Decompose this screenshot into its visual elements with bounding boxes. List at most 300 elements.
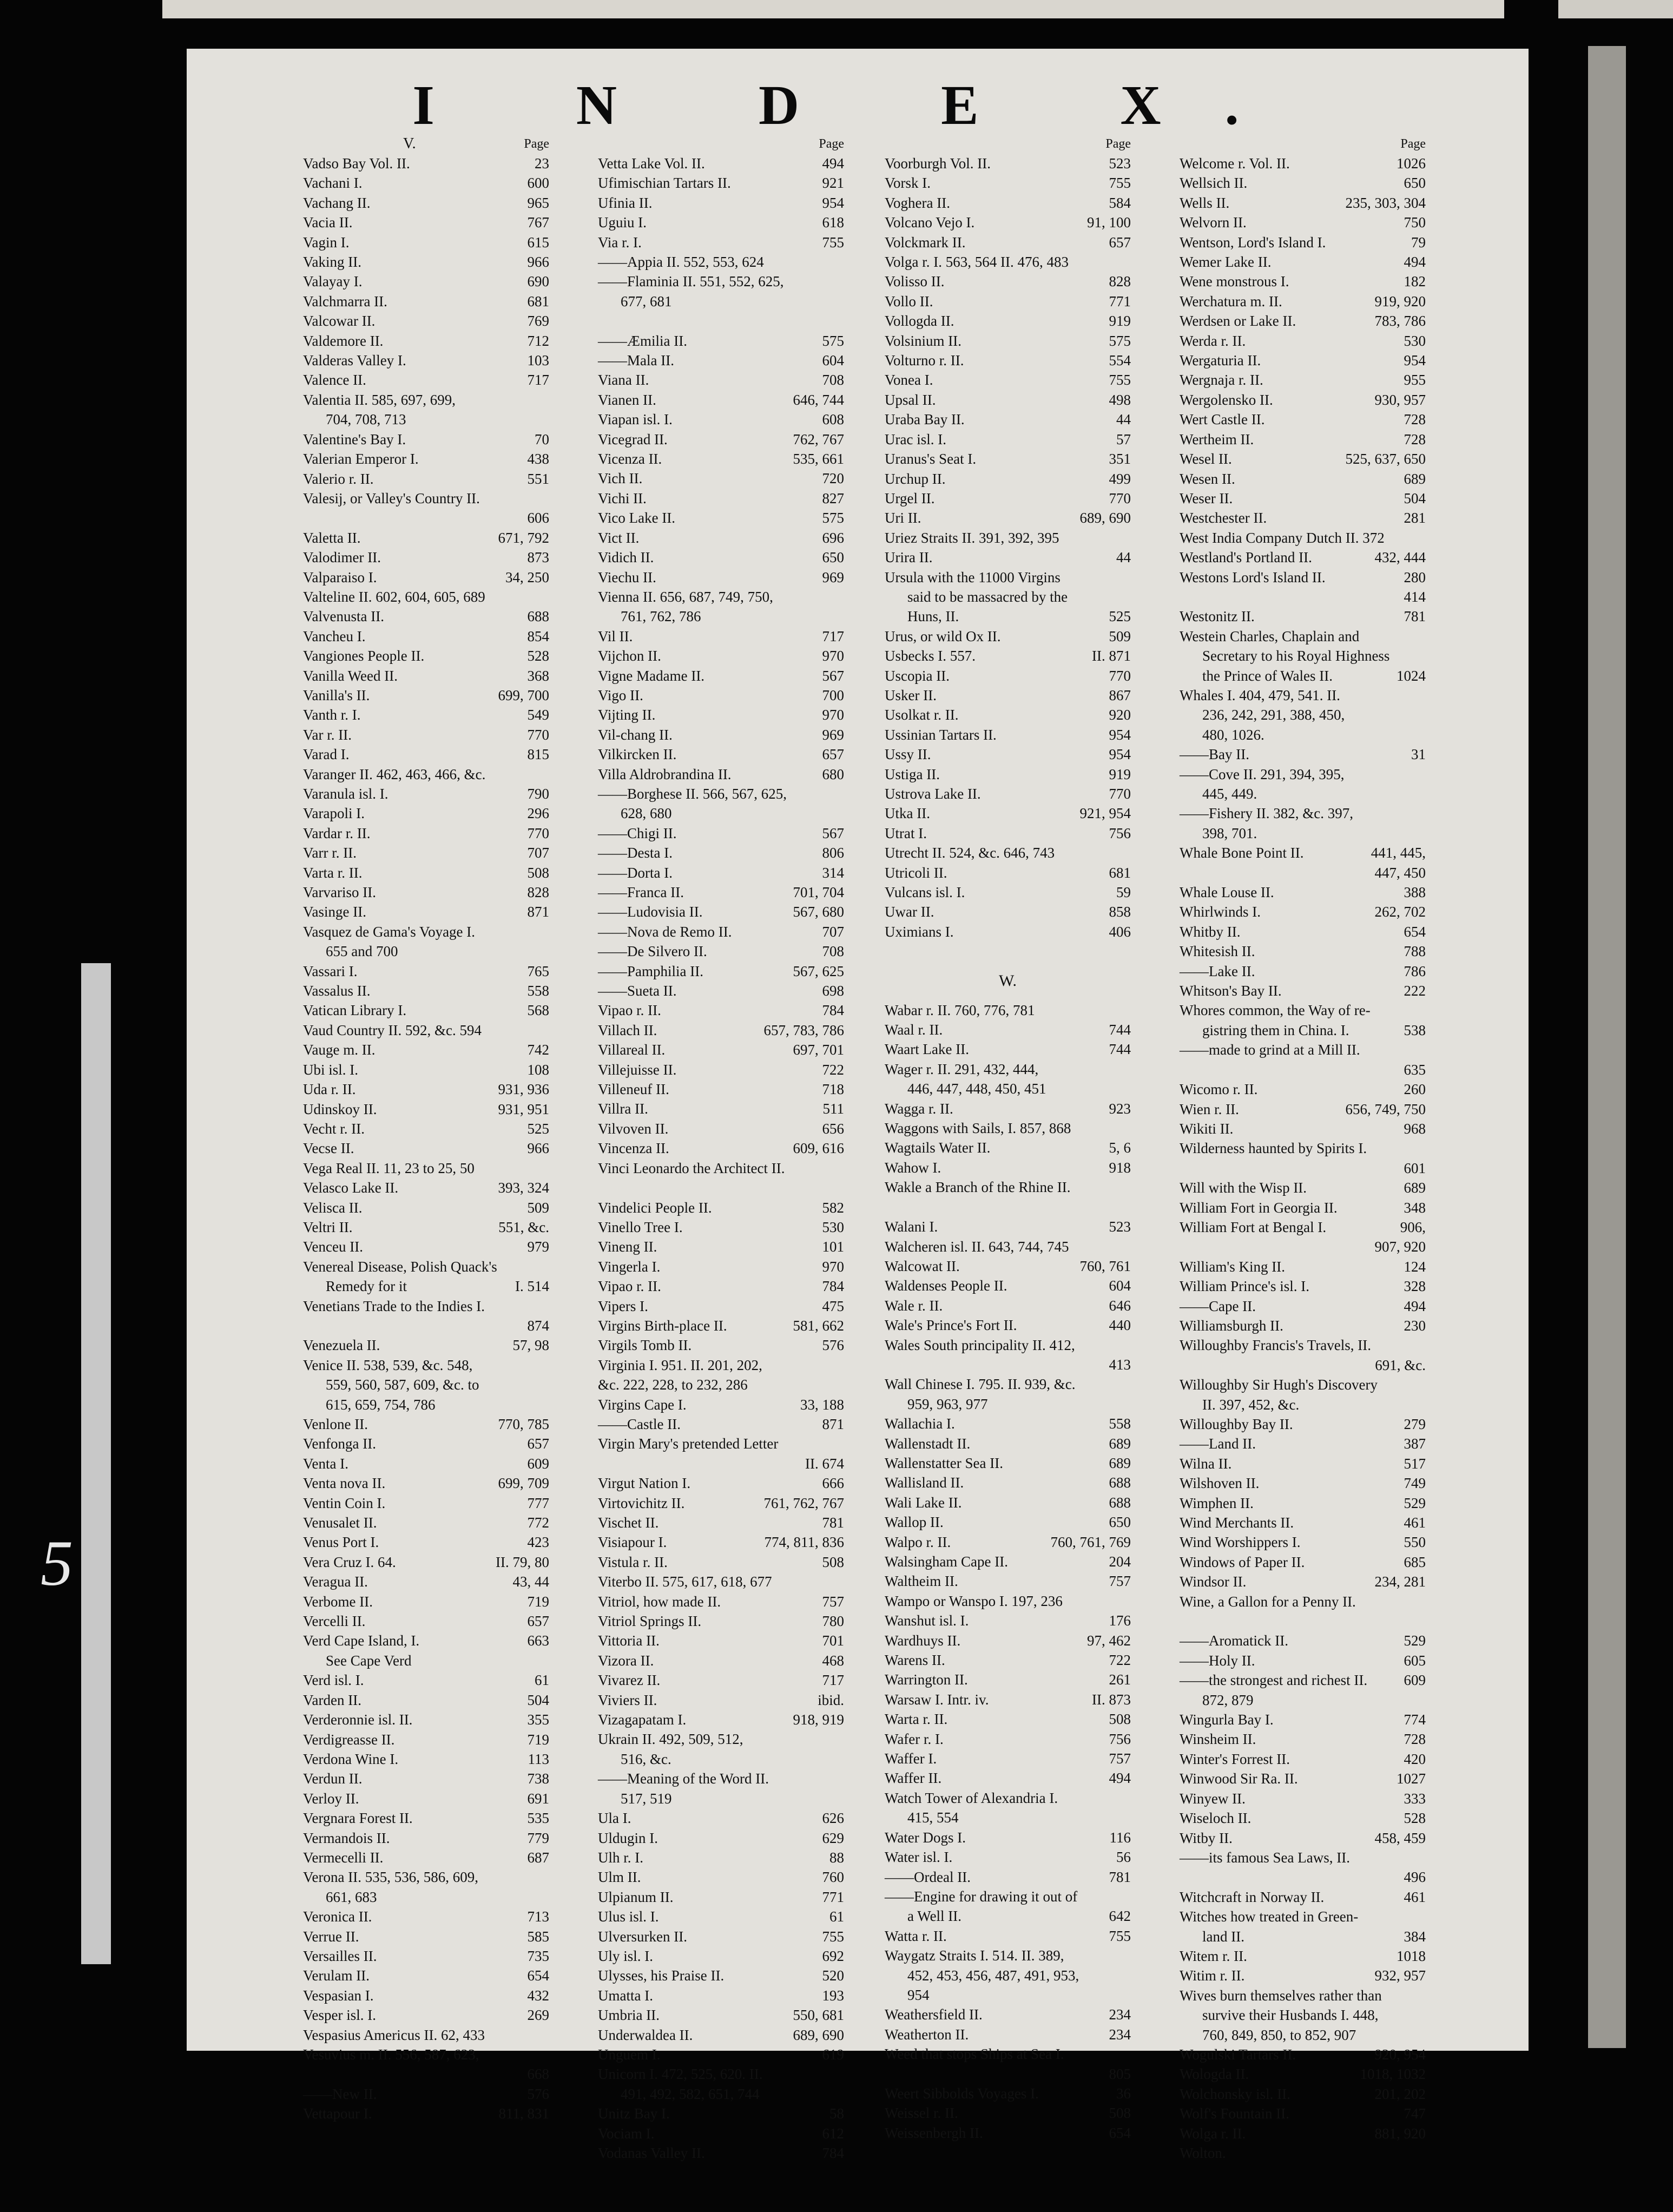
index-entry [1180,1434,1426,1453]
entry-term: Venice II. 538, 539, &c. 548, [303,1357,473,1373]
index-entry [303,1158,549,1178]
entry-page [1125,1808,1131,1827]
index-entry [303,213,549,232]
entry-page: 604 [1109,1278,1131,1294]
index-entry [303,962,549,981]
entry-term: ——Ordeal II. [885,1868,971,1885]
entry-term: Vict II. [598,529,640,546]
index-page [187,49,1529,2162]
index-entry [598,173,844,193]
page-label: Page [819,136,844,151]
entry-page [1420,1848,1426,1867]
entry-term: Villra II. [598,1101,648,1117]
index-entry [303,1276,549,1296]
entry-term: Varanger II. 462, 463, 466, &c. [303,766,486,782]
entry-page: 690 [527,273,549,290]
entry-term: Verderonnie isl. II. [303,1711,413,1728]
entry-page: 605 [1404,1652,1426,1669]
entry-term: Vingerla I. [598,1258,661,1275]
entry-term: Vichi II. [598,490,647,506]
entry-page: 585 [527,1928,549,1945]
index-entry [303,666,549,686]
entry-term: Vecse II. [303,1140,354,1157]
entry-page: 508 [822,1553,844,1570]
index-entry [598,745,844,764]
entry-page: 970 [822,648,844,664]
entry-term: Virgins Cape I. [598,1396,687,1413]
entry-page: 508 [1109,1711,1131,1728]
index-entry [1180,686,1426,705]
entry-page: 34, 250 [505,569,549,585]
entry-page: 33, 188 [800,1396,844,1413]
index-entry [885,1749,1131,1768]
entry-page: 88 [829,1849,844,1866]
index-entry [598,902,844,921]
entry-page: 499 [1109,470,1131,487]
index-entry [598,607,844,626]
entry-term: Wind Worshippers I. [1180,1534,1301,1551]
index-entry [885,292,1131,311]
entry-term: ——Cape II. [1180,1298,1256,1314]
entry-page [1125,1374,1131,1394]
index-entry [1180,745,1426,764]
entry-page [544,1158,549,1178]
entry-page: 388 [1404,884,1426,901]
entry-page: 575 [1109,332,1131,349]
entry-page: 713 [527,1908,549,1925]
entry-term: Vil II. [598,628,633,644]
entry-term: Wologda II. [1180,2066,1249,2083]
entry-term: Vigne Madame II. [598,667,705,684]
index-entry [598,1454,844,1473]
entry-term: Williamsburgh II. [1180,1317,1283,1334]
entry-term: Velisca II. [303,1199,363,1216]
index-entry [885,193,1131,213]
entry-page: 663 [527,1632,549,1649]
index-entry [885,449,1131,469]
index-entry [885,765,1131,784]
index-entry [1180,922,1426,942]
index-entry [1180,1946,1426,1966]
entry-page: 494 [1404,1298,1426,1314]
index-entry [598,1749,844,1769]
entry-term: Ursula with the 11000 Virgins [885,569,1061,585]
entry-page [839,2084,844,2104]
entry-page: 681 [1109,864,1131,881]
entry-term: Vetta Lake Vol. II. [598,155,705,172]
index-entry [885,489,1131,508]
entry-term: Ubi isl. I. [303,1061,359,1078]
index-entry [598,824,844,843]
entry-term: Weissel r. II. [885,2105,958,2122]
entry-page [1125,587,1131,607]
index-entry [303,607,549,626]
index-entry [598,1651,844,1670]
entry-page [1420,1138,1426,1158]
entry-term: Whitson's Bay II. [1180,983,1282,999]
entry-term: Wahow I. [885,1159,941,1176]
entry-page: 689, 690 [793,2026,844,2043]
entry-page [1125,568,1131,587]
entry-term: Underwaldea II. [598,2026,693,2043]
entry-term: Welvorn II. [1180,214,1247,231]
entry-page: 761, 762, 767 [763,1495,844,1511]
entry-term: ——Ludovisia II. [598,904,703,920]
entry-page [839,2064,844,2084]
entry-term: ——Dorta I. [598,864,673,881]
entry-page: 688 [1109,1494,1131,1511]
entry-term: Valvenusta II. [303,608,384,625]
entry-term: Wallenstatter Sea II. [885,1454,1003,1471]
entry-term: Vienna II. 656, 687, 749, 750, [598,588,773,605]
index-entry [303,469,549,489]
entry-page: 657 [527,1436,549,1452]
entry-page: 654 [1404,923,1426,940]
index-entry [303,1887,549,1907]
entry-term: Welcome r. Vol. II. [1180,155,1290,172]
entry-page: 529 [1404,1495,1426,1511]
entry-term: Umbria II. [598,2007,660,2024]
entry-page: 1018, 1032 [1360,2066,1426,2083]
entry-term: Venus Port I. [303,1534,379,1551]
entry-page: 1018 [1397,1947,1426,1964]
entry-page [839,607,844,626]
entry-page: 609, 616 [793,1140,844,1157]
index-entry [885,627,1131,646]
index-entry [885,1453,1131,1473]
index-entry [1180,1887,1426,1907]
index-entry [598,666,844,686]
entry-term: ——its famous Sea Laws, II. [1180,1849,1350,1866]
index-entry [303,1651,549,1670]
entry-term: 628, 680 [621,805,672,822]
index-entry [885,1000,1131,1020]
index-entry [885,1650,1131,1670]
entry-term: Windsor II. [1180,1574,1247,1590]
entry-page: 966 [527,254,549,271]
index-entry [885,1808,1131,1827]
entry-term: Vitriol, how made II. [598,1593,721,1610]
index-entry [598,1808,844,1828]
entry-term: 959, 963, 977 [907,1395,988,1412]
index-entry [885,824,1131,843]
entry-page: 728 [1404,431,1426,447]
entry-term: Volga r. I. 563, 564 II. 476, 483 [885,254,1069,271]
index-entry [598,2045,844,2064]
entry-page: 235, 303, 304 [1345,194,1426,211]
spacer [598,311,844,331]
entry-term: Uscopia II. [885,667,950,684]
entry-page [1420,2005,1426,2025]
entry-term: Vaud Country II. 592, &c. 594 [303,1022,482,1038]
index-entry [303,508,549,528]
index-entry [885,2123,1131,2143]
index-entry [1180,883,1426,902]
entry-page: 699, 700 [498,687,549,703]
entry-term: Valdemore II. [303,332,384,349]
entry-page: 549 [527,707,549,723]
entry-term: Viapan isl. I. [598,411,673,428]
entry-page: 692 [822,1947,844,1964]
index-entry [1180,370,1426,390]
index-entry [885,1374,1131,1394]
entry-page: 280 [1404,569,1426,585]
index-entry [1180,1690,1426,1710]
index-entry [885,843,1131,863]
entry-page: 680 [822,766,844,782]
entry-page: 475 [822,1298,844,1314]
index-entry [598,568,844,587]
margin-mark: 5 [41,1527,73,1599]
entry-page [544,942,549,961]
entry-term: Ufimischian Tartars II. [598,175,731,192]
index-entry [303,1414,549,1434]
entry-term: ——Appia II. 552, 553, 624 [598,254,764,271]
index-entry [1180,252,1426,272]
index-entry [1180,1060,1426,1079]
entry-term: Verona II. 535, 536, 586, 609, [303,1869,478,1886]
entry-term: Wakle a Branch of the Rhine II. [885,1179,1071,1196]
entry-page: 685 [1404,1553,1426,1570]
entry-term: Usolkat r. II. [885,707,959,723]
index-entry [885,568,1131,587]
entry-term: Valerian Emperor I. [303,451,419,468]
index-entry [885,154,1131,173]
entry-page: 333 [1404,1790,1426,1807]
entry-page: 406 [1109,923,1131,940]
entry-page: 468 [822,1652,844,1669]
entry-page: 558 [1109,1416,1131,1432]
index-entry [303,1631,549,1650]
entry-term: Unicorn I. 472, 525, 620. II. [598,2066,763,2083]
entry-term: Venusalet II. [303,1515,377,1531]
entry-term: Utka II. [885,805,930,822]
entry-term: Valparaiso I. [303,569,377,585]
entry-page: 604 [822,352,844,369]
index-entry [885,1493,1131,1512]
entry-term: Vicegrad II. [598,431,668,447]
entry-term: Veltri II. [303,1219,353,1235]
entry-page: 689 [1404,470,1426,487]
index-entry [598,1848,844,1867]
index-entry [303,1927,549,1946]
index-entry [1180,1375,1426,1394]
entry-term: Virgin Mary's pretended Letter [598,1436,779,1452]
entry-page: 755 [1109,1927,1131,1944]
entry-term: Wagga r. II. [885,1100,953,1117]
index-entry [598,233,844,252]
entry-page: 582 [822,1199,844,1216]
entry-term: Valence II. [303,372,366,389]
entry-term: ——Holy II. [1180,1652,1255,1669]
entry-page: 930, 957 [1374,391,1426,408]
entry-page: 567, 680 [793,904,844,920]
index-entry [885,1631,1131,1650]
entry-term: Ula I. [598,1810,631,1827]
entry-page: 523 [1109,1219,1131,1235]
entry-term: Ulm II. [598,1869,641,1886]
entry-page: II. 873 [1092,1691,1131,1708]
entry-page: 528 [1404,1810,1426,1827]
entry-page [544,489,549,508]
entry-page: 296 [527,805,549,822]
entry-page [839,272,844,291]
index-entry [598,1375,844,1394]
entry-term: Whores common, the Way of re- [1180,1002,1371,1019]
index-entry [1180,1749,1426,1769]
index-entry [598,1434,844,1453]
entry-page: 525 [1109,608,1131,625]
index-entry [885,252,1131,272]
entry-page: 779 [527,1829,549,1846]
entry-page: 717 [822,628,844,644]
index-entry [1180,1237,1426,1256]
entry-page: 687 [527,1849,549,1866]
entry-page: 765 [527,963,549,979]
index-entry [885,2005,1131,2024]
entry-term: Ustiga II. [885,766,940,782]
entry-term: Villach II. [598,1022,657,1038]
index-entry [598,1473,844,1493]
entry-page: 1026 [1397,155,1426,172]
entry-term: Vera Cruz I. 64. [303,1553,396,1570]
entry-term: Wingurla Bay I. [1180,1711,1274,1728]
index-entry [303,627,549,646]
entry-page: 873 [527,549,549,566]
index-entry [1180,528,1426,548]
entry-page: 606 [527,510,549,526]
entry-term: Venezuela II. [303,1337,380,1354]
entry-term: 677, 681 [621,293,672,310]
entry-page: 654 [1109,2124,1131,2141]
index-entry [598,430,844,449]
entry-page: 858 [1109,904,1131,920]
index-entry [1180,2143,1426,2163]
entry-term: Secretary to his Royal Highness [1202,648,1390,664]
index-entry [303,646,549,666]
entry-term: Verdun II. [303,1770,363,1787]
entry-page: 650 [1404,175,1426,192]
entry-page [1125,1059,1131,1079]
index-entry [598,1907,844,1926]
entry-page [544,922,549,942]
entry-page: 432 [527,1987,549,2004]
entry-term: Vanilla's II. [303,687,370,703]
entry-page: 805 [1109,2065,1131,2082]
index-entry [598,2143,844,2163]
index-entry [1180,1454,1426,1473]
entry-term: Urchup II. [885,470,946,487]
entry-term: Vecht r. II. [303,1120,365,1137]
index-entry [303,1848,549,1867]
entry-term: Weatherton II. [885,2026,969,2043]
entry-term: Vadso Bay Vol. II. [303,155,410,172]
index-entry [1180,1000,1426,1020]
index-entry [1180,1828,1426,1848]
entry-term: Vesper isl. I. [303,2007,376,2024]
index-entry [1180,666,1426,686]
entry-term: Vistula r. II. [598,1553,668,1570]
index-entry [885,351,1131,370]
entry-page [1125,1079,1131,1098]
entry-term: Vacia II. [303,214,353,231]
entry-term: Witches how treated in Green- [1180,1908,1359,1925]
entry-term: Venlone II. [303,1416,368,1432]
entry-page [1125,252,1131,272]
spacer [1180,1611,1426,1631]
entry-page: 755 [822,1928,844,1945]
index-entry [598,469,844,488]
entry-term: 491, 492, 582, 651, 744 [621,2085,760,2102]
entry-term: Verloy II. [303,1790,359,1807]
entry-page [839,1355,844,1375]
entry-term: Wampo or Wanspo I. 197, 236 [885,1592,1063,1609]
entry-term: Viviers II. [598,1691,657,1708]
index-entry [1180,843,1426,863]
index-entry [303,1296,549,1316]
entry-page: 920 [1109,707,1131,723]
entry-page: 201, 202 [1374,2085,1426,2102]
entry-term: Wale r. II. [885,1297,943,1314]
entry-page: 567, 625 [793,963,844,979]
index-entry [1180,1927,1426,1946]
entry-page [1420,765,1426,784]
entry-term: Willoughby Bay II. [1180,1416,1293,1432]
entry-page [544,587,549,607]
entry-term: 704, 708, 713 [326,411,406,428]
entry-page: 650 [1109,1514,1131,1531]
index-entry [303,1749,549,1769]
entry-term: Veragua II. [303,1574,368,1590]
index-entry [1180,1178,1426,1197]
entry-page: 656, 749, 750 [1345,1101,1426,1117]
index-entry [598,765,844,784]
index-entry [303,1611,549,1631]
entry-term: Wafer r. I. [885,1730,944,1747]
index-entry [1180,1021,1426,1040]
entry-term: &c. 222, 228, to 232, 286 [598,1377,748,1393]
entry-page: 755 [1109,372,1131,389]
entry-page [1125,2044,1131,2064]
entry-page: 438 [527,451,549,468]
entry-page: 771 [822,1888,844,1905]
index-entry [598,351,844,370]
entry-term: Waal r. II. [885,1022,943,1038]
entry-term: Uximians I. [885,923,954,940]
entry-term: 872, 879 [1202,1691,1254,1708]
entry-term: Valderas Valley I. [303,352,406,369]
entry-term: Vociam I. [598,2125,655,2142]
entry-page: 788 [1404,943,1426,960]
entry-page [544,2045,549,2064]
entry-term: Wilna II. [1180,1455,1232,1472]
entry-term: Wali Lake II. [885,1494,962,1511]
index-entry [885,508,1131,528]
index-entry [885,1217,1131,1236]
entry-page [1420,1375,1426,1394]
entry-term: Vidich II. [598,549,654,566]
entry-term: Witem r. II. [1180,1947,1247,1964]
entry-page [839,1158,844,1178]
index-entry [885,1709,1131,1729]
index-entry [303,784,549,804]
entry-page: 101 [822,1239,844,1255]
index-entry [885,1434,1131,1453]
index-entry [598,390,844,410]
entry-term: Huns, II. [907,608,959,625]
entry-page: 750 [1404,214,1426,231]
index-entry [1180,1592,1426,1611]
